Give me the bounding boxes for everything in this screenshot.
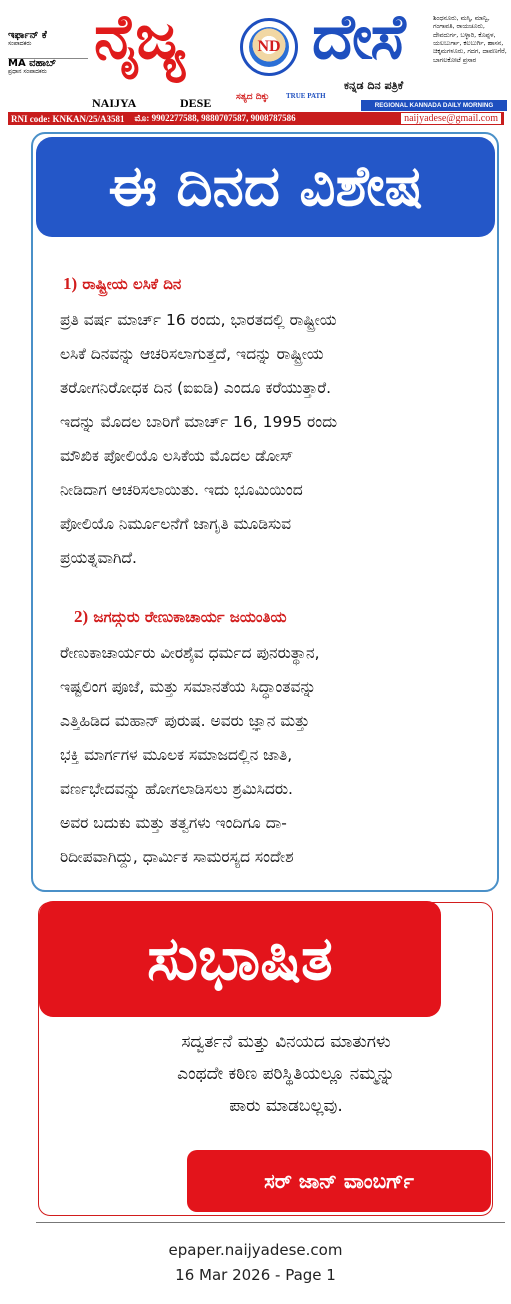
footer-divider xyxy=(36,1222,505,1223)
item1-heading xyxy=(63,274,181,294)
item2-line: ವರ್ಣಭೇದವನ್ನು ಹೋಗಲಾಡಿಸಲು ಶ್ರಮಿಸಿದರು. xyxy=(60,780,293,798)
quote-line: ಪಾರು ಮಾಡಬಲ್ಲವು. xyxy=(229,1096,343,1116)
item1-line: ಲಸಿಕೆ ದಿನವನ್ನು ಆಚರಿಸಲಾಗುತ್ತದೆ, ಇದನ್ನು ರಾಷ್ಟ್ರೀಯ xyxy=(60,345,324,363)
item2-line: ರಿದೀಪವಾಗಿದ್ದು, ಧಾರ್ಮಿಕ ಸಾಮರಸ್ಯದ ಸಂದೇಶ xyxy=(60,848,294,866)
email-address: naijyadese@gmail.com xyxy=(401,113,501,124)
newspaper-logo-icon xyxy=(240,18,298,76)
item1-line: ಪ್ರತಿ ವರ್ಷ ಮಾರ್ಚ್ 16 ರಂದು, ಭಾರತದಲ್ಲಿ ರಾಷ್ಟ್ರೀಯ xyxy=(60,311,337,329)
logo-mark: ND xyxy=(249,27,289,67)
item2-line: ಅವರ ಬದುಕು ಮತ್ತು ತತ್ವಗಳು ಇಂದಿಗೂ ದಾ- xyxy=(60,814,287,832)
item1-line: ಮೌಖಿಕ ಪೋಲಿಯೊ ಲಸಿಕೆಯ ಮೊದಲ ಡೋಸ್ xyxy=(60,447,294,465)
title-latin-left: NAIJYA xyxy=(92,96,137,110)
info-bar xyxy=(8,112,504,125)
subhashita-quote xyxy=(90,1026,482,1122)
quote-line: ಎಂಥದೇ ಕಠಿಣ ಪರಿಸ್ಥಿತಿಯಲ್ಲೂ ನಮ್ಮನ್ನು xyxy=(177,1064,395,1084)
item2-number: 2) xyxy=(74,607,89,626)
item2-heading xyxy=(74,607,287,627)
paper-description: ಕನ್ನಡ ದಿನ ಪತ್ರಿಕೆ xyxy=(344,79,404,92)
subhashita-banner: ಸುಭಾಷಿತ xyxy=(39,901,441,1017)
publisher-role: ಪ್ರಧಾನ ಸಂಪಾದಕರು xyxy=(8,67,47,75)
distribution-places: ಶಿಂಧನೂರು, ಮಸ್ಕಿ, ಮಾನ್ವಿ, ಗಂಗಾವತಿ, ರಾಯಚೂರು, ದೇವದುರ್ಗ, ಬಳ್ಳಾರಿ, ಕೊಪ್ಪಳ, ಯಲಬುರ್ಗಾ, ಕಲಬುರ್ಗಿ, ಹಾಸನ, ಚಿಕ್ಕಮಗಳೂರು, ಗದಗ, ದಾವಣಗೆರೆ, ಬಾಗಲಕೋಟೆ ಪ್ರಸಾರ xyxy=(433,14,507,64)
newspaper-title-left: ನೈಜ್ಯ xyxy=(94,0,184,73)
date-page: 16 Mar 2026 - Page 1 xyxy=(175,1266,336,1284)
masthead xyxy=(0,0,511,126)
item2-line: ಭಕ್ತಿ ಮಾರ್ಗಗಳ ಮೂಲಕ ಸಮಾಜದಲ್ಲಿನ ಜಾತಿ, xyxy=(60,746,293,764)
item1-line: ಪೋಲಿಯೊ ನಿರ್ಮೂಲನೆಗೆ ಜಾಗೃತಿ ಮೂಡಿಸುವ xyxy=(60,515,292,533)
editor-role: ಸಂಪಾದಕರು xyxy=(8,40,32,47)
tagline-kannada: ಸತ್ಯದ ದಿಕ್ಕು xyxy=(236,92,270,102)
tagline-english: TRUE PATH xyxy=(286,92,326,100)
item1-title: ರಾಷ್ಟ್ರೀಯ ಲಸಿಕೆ ದಿನ xyxy=(82,275,182,293)
regional-label: REGIONAL KANNADA DAILY MORNING xyxy=(361,100,507,111)
todays-special-banner: ಈ ದಿನದ ವಿಶೇಷ xyxy=(36,137,495,237)
item2-line: ರೇಣುಕಾಚಾರ್ಯರು ವೀರಶೈವ ಧರ್ಮದ ಪುನರುತ್ಥಾನ, xyxy=(60,644,320,662)
quote-author: ಸರ್ ಜಾನ್ ವಾಂಬರ್ಗ್ xyxy=(187,1150,491,1212)
item1-number: 1) xyxy=(63,274,78,293)
item1-line: ತರೋಗನಿರೋಧಕ ದಿನ (ಐಐಡಿ) ಎಂದೂ ಕರೆಯುತ್ತಾರೆ. xyxy=(60,379,332,397)
rni-code: RNI code: KNKAN/25/A3581 xyxy=(11,113,125,124)
publisher-name: MA ವಹಾಬ್ xyxy=(8,57,57,69)
item1-paragraph xyxy=(60,303,492,575)
item2-title: ಜಗದ್ಗುರು ರೇಣುಕಾಚಾರ್ಯ ಜಯಂತಿಯ xyxy=(93,608,287,626)
item2-paragraph xyxy=(60,636,492,874)
item1-line: ಪ್ರಯತ್ನವಾಗಿದೆ. xyxy=(60,549,137,567)
title-latin-right: DESE xyxy=(180,96,212,110)
editor-name: ಇರ್ಫಾನ್ ಕೆ xyxy=(8,30,47,41)
item1-line: ಇದನ್ನು ಮೊದಲ ಬಾರಿಗೆ ಮಾರ್ಚ್ 16, 1995 ರಂದು xyxy=(60,413,338,431)
item2-line: ಇಷ್ಟಲಿಂಗ ಪೂಜೆ, ಮತ್ತು ಸಮಾನತೆಯ ಸಿದ್ಧಾಂತವನ್ನು xyxy=(60,678,317,696)
quote-line: ಸದ್ವರ್ತನೆ ಮತ್ತು ವಿನಯದ ಮಾತುಗಳು xyxy=(181,1032,391,1052)
mobile-numbers: ಮೊ: 9902277588, 9880707587, 9008787586 xyxy=(134,113,296,123)
item2-line: ಎತ್ತಿಹಿಡಿದ ಮಹಾನ್ ಪುರುಷ. ಅವರು ಜ್ಞಾನ ಮತ್ತು xyxy=(60,712,310,730)
epaper-url: epaper.naijyadese.com xyxy=(168,1241,343,1259)
editor-divider xyxy=(8,58,88,59)
newspaper-title-right: ದೇಸೆ xyxy=(312,0,404,73)
item1-line: ನೀಡಿದಾಗ ಆಚರಿಸಲಾಯಿತು. ಇದು ಭೂಮಿಯಿಂದ xyxy=(60,481,303,499)
